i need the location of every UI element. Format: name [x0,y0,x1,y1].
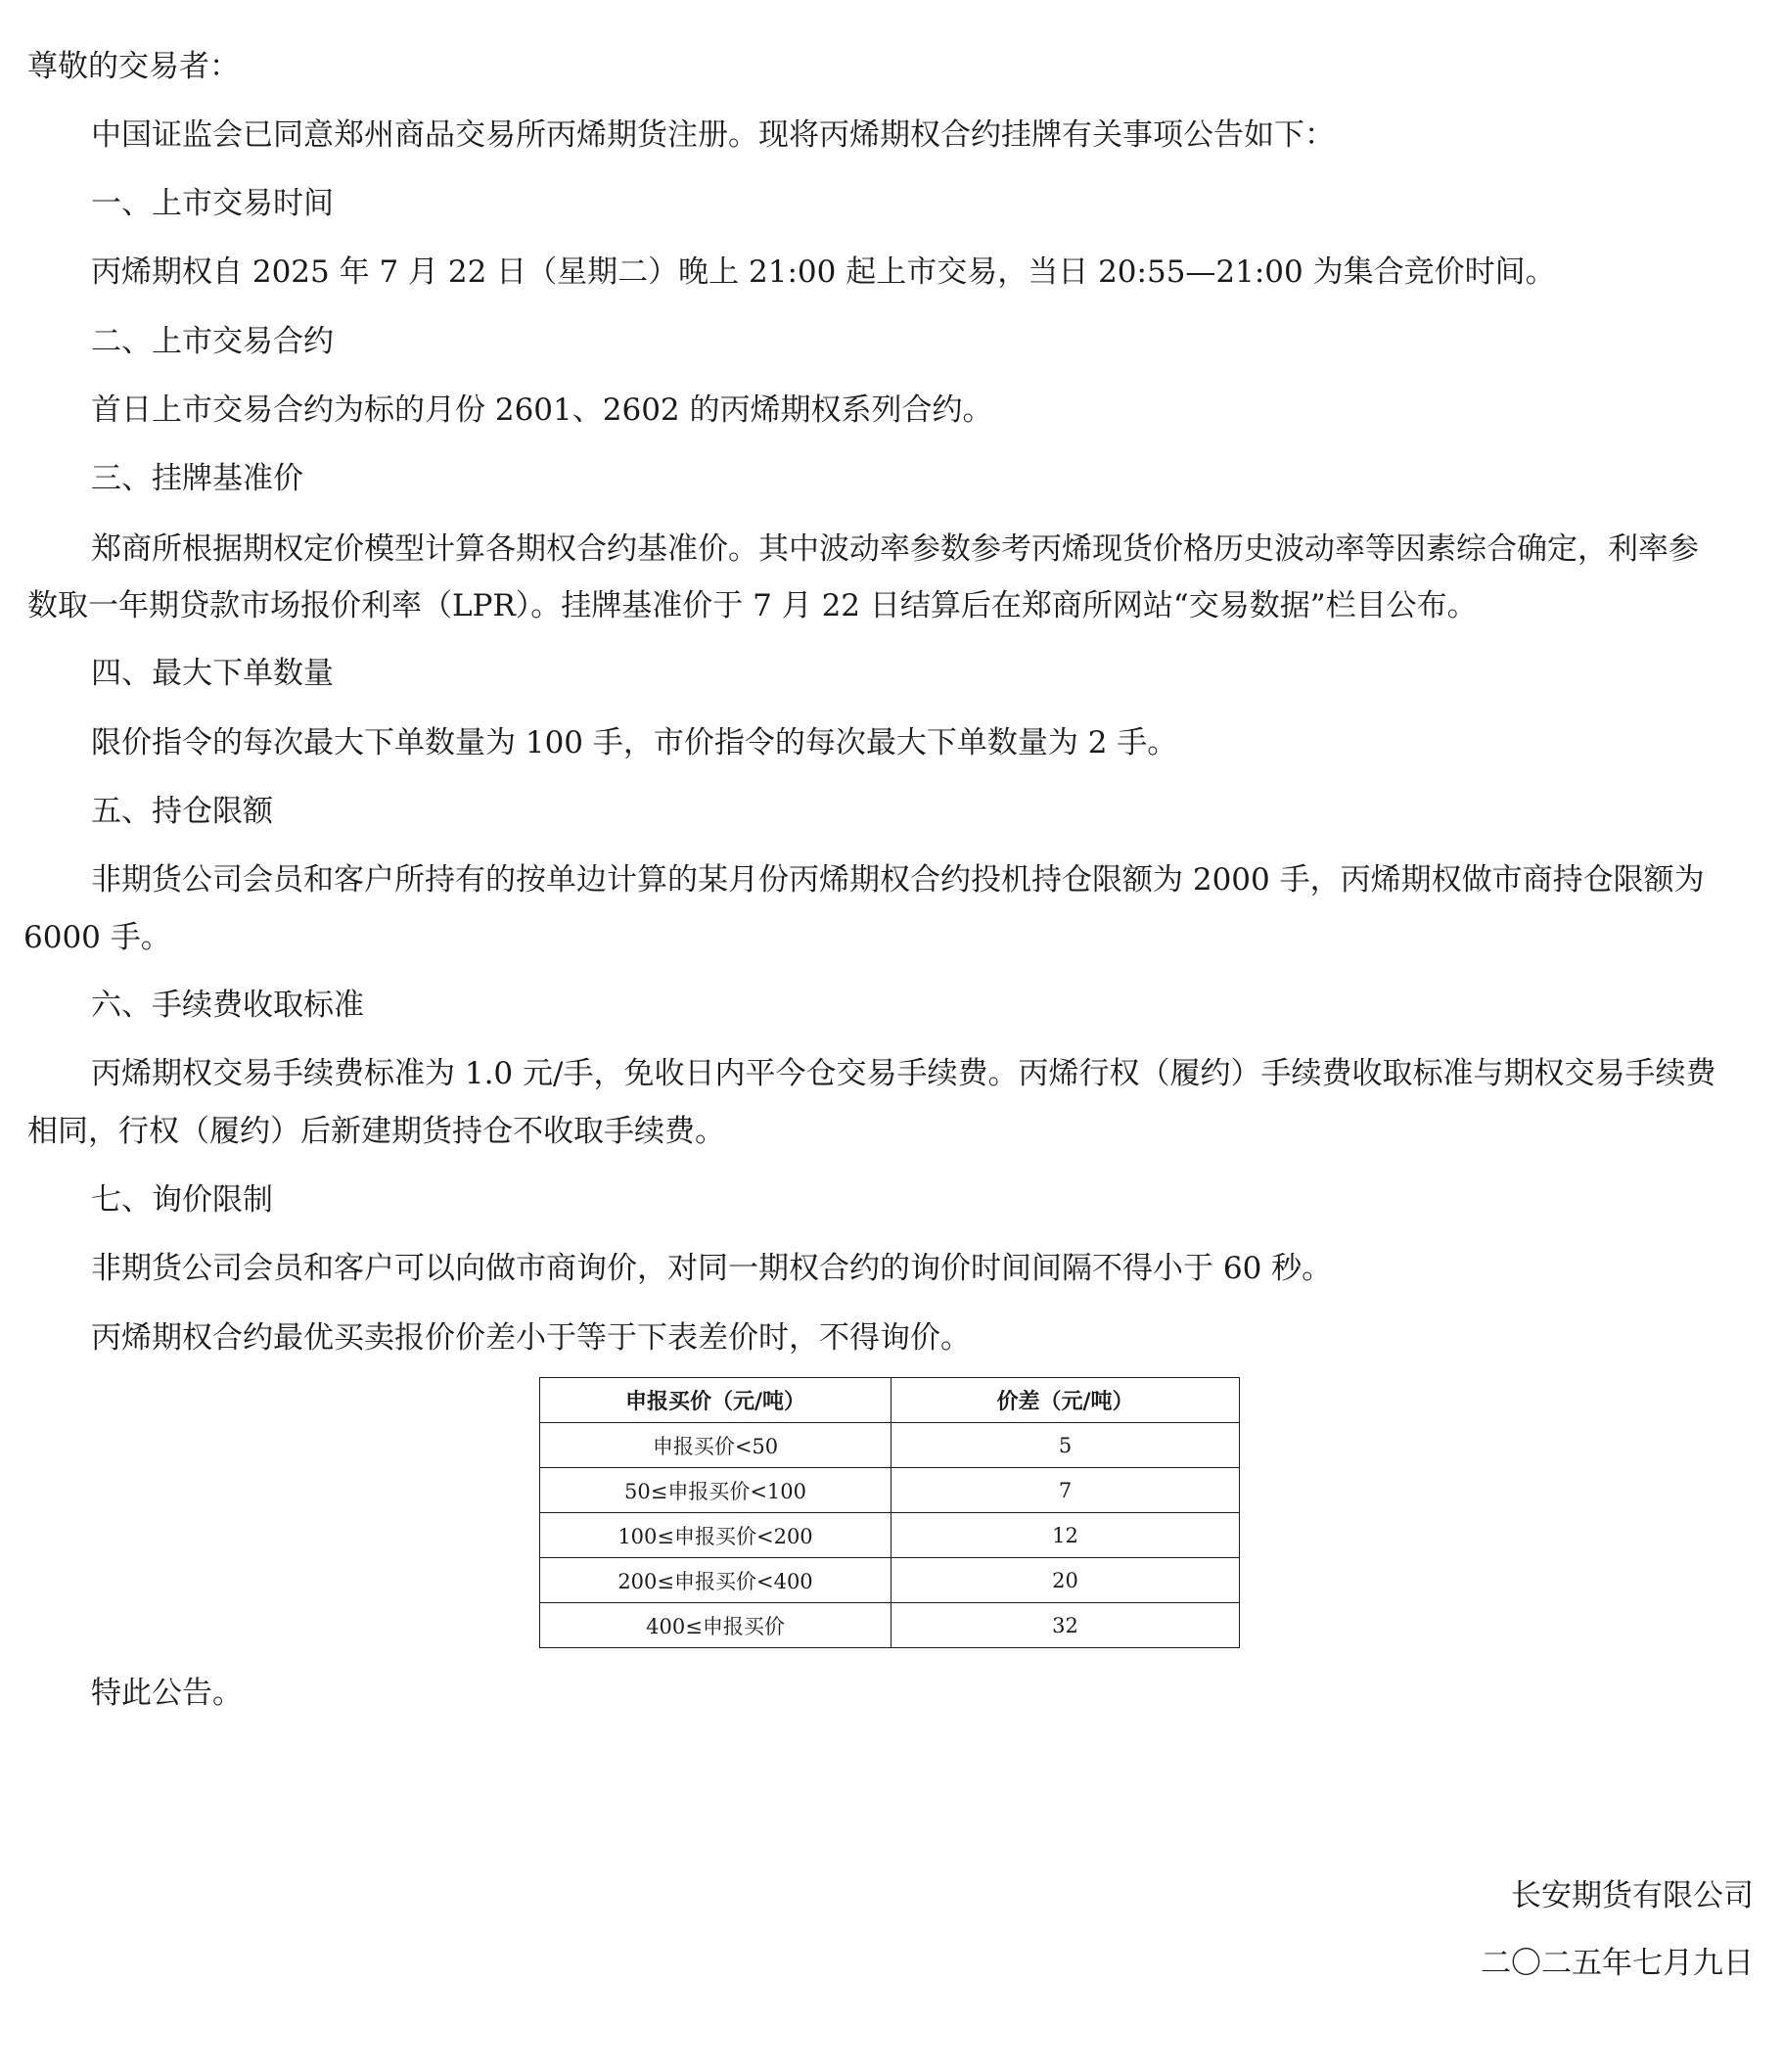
section-heading-contracts: 二、上市交易合约 [91,324,334,359]
table-cell-spread: 32 [892,1603,1240,1648]
table-cell-bid-range: 200≤申报买价<400 [540,1558,892,1603]
table-row [540,1603,1240,1648]
section-heading-position-limit: 五、持仓限额 [91,794,273,829]
section-text-benchmark-price-line2: 数取一年期贷款市场报价利率（LPR）。挂牌基准价于 7 月 22 日结算后在郑商所网站“交易数据”栏目公布。 [27,588,1478,623]
table-row [540,1423,1240,1468]
table-row [540,1558,1240,1603]
section-heading-fees: 六、手续费收取标准 [91,988,364,1023]
intro-paragraph: 中国证监会已同意郑州商品交易所丙烯期货注册。现将丙烯期权合约挂牌有关事项公告如下： [91,117,1335,153]
table-cell-bid-range: 100≤申报买价<200 [540,1513,892,1558]
table-cell-bid-range: 400≤申报买价 [540,1603,892,1648]
section-text-quote-request-line2: 丙烯期权合约最优买卖报价价差小于等于下表差价时，不得询价。 [91,1320,971,1356]
table-cell-bid-range: 50≤申报买价<100 [540,1468,892,1513]
table-header-spread: 价差（元/吨） [892,1378,1240,1423]
spread-table [539,1377,1240,1648]
table-header-bid-price: 申报买价（元/吨） [540,1378,892,1423]
section-text-benchmark-price-line1: 郑商所根据期权定价模型计算各期权合约基准价。其中波动率参数参考丙烯现货价格历史波动率等因素综合确定，利率参 [91,531,1699,567]
section-text-max-order: 限价指令的每次最大下单数量为 100 手，市价指令的每次最大下单数量为 2 手。 [91,725,1178,760]
section-heading-max-order: 四、最大下单数量 [91,656,334,691]
table-cell-bid-range: 申报买价<50 [540,1423,892,1468]
section-text-fees-line1: 丙烯期权交易手续费标准为 1.0 元/手，免收日内平今仓交易手续费。丙烯行权（履约）手续费收取标准与期权交易手续费 [91,1056,1716,1091]
table-cell-spread: 20 [892,1558,1240,1603]
section-text-quote-request-line1: 非期货公司会员和客户可以向做市商询价，对同一期权合约的询价时间间隔不得小于 60 秒。 [91,1251,1333,1286]
table-cell-spread: 12 [892,1513,1240,1558]
closing-remark: 特此公告。 [91,1676,243,1711]
table-row [540,1468,1240,1513]
section-heading-benchmark-price: 三、挂牌基准价 [91,461,303,496]
table-cell-spread: 5 [892,1423,1240,1468]
table-cell-spread: 7 [892,1468,1240,1513]
section-text-position-limit-line1: 非期货公司会员和客户所持有的按单边计算的某月份丙烯期权合约投机持仓限额为 2000 手，丙烯期权做市商持仓限额为 [91,862,1705,898]
signature-company: 长安期货有限公司 [1511,1878,1754,1913]
section-text-position-limit-line2: 6000 手。 [23,920,171,955]
signature-date: 二〇二五年七月九日 [1481,1946,1754,1981]
greeting: 尊敬的交易者： [27,49,240,84]
section-text-contracts: 首日上市交易合约为标的月份 2601、2602 的丙烯期权系列合约。 [91,392,993,428]
table-row [540,1513,1240,1558]
section-heading-quote-request: 七、询价限制 [91,1182,273,1218]
table-header-row [540,1378,1240,1423]
section-text-fees-line2: 相同，行权（履约）后新建期货持仓不收取手续费。 [27,1114,725,1149]
section-heading-listing-time: 一、上市交易时间 [91,186,334,221]
section-text-listing-time: 丙烯期权自 2025 年 7 月 22 日（星期二）晚上 21:00 起上市交易，当日 20:55—21:00 为集合竞价时间。 [91,254,1556,290]
